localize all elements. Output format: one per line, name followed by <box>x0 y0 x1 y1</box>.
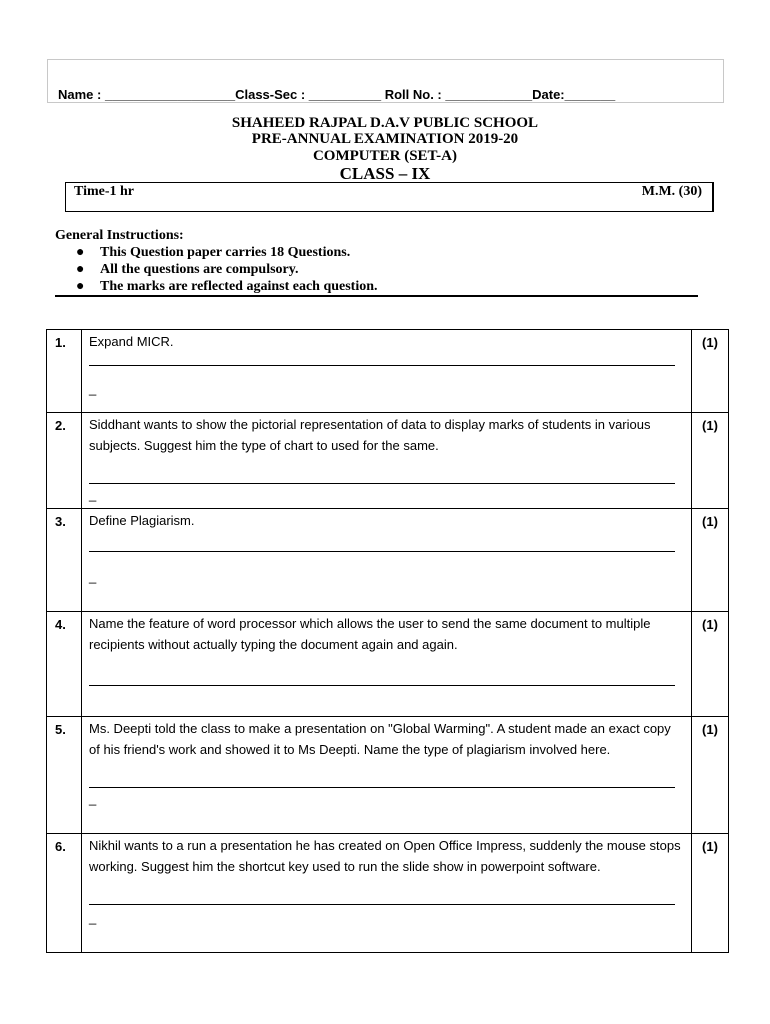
bullet-icon: ● <box>76 262 85 277</box>
question-text: Nikhil wants to a run a presentation he has created on Open Office Impress, suddenly the mouse stops working. Suggest him the shortcut key used to run the slide show in powerpoint software. <box>89 838 681 874</box>
class-title: CLASS – IX <box>339 164 431 183</box>
question-text: Expand MICR. <box>89 334 174 349</box>
question-number: 5. <box>47 717 82 834</box>
answer-line[interactable] <box>89 877 675 905</box>
answer-line[interactable] <box>89 456 675 484</box>
answer-dash: _ <box>89 569 97 584</box>
question-marks: (1) <box>692 413 729 509</box>
question-text: Define Plagiarism. <box>89 513 195 528</box>
question-row <box>47 717 729 834</box>
general-instructions <box>55 227 700 297</box>
question-marks: (1) <box>692 509 729 612</box>
student-details-box <box>47 59 724 103</box>
question-row <box>47 413 729 509</box>
question-row <box>47 834 729 953</box>
time-marks-box <box>65 182 714 212</box>
answer-dash: _ <box>89 791 97 806</box>
answer-line[interactable] <box>89 531 675 552</box>
question-cell <box>82 330 692 413</box>
answer-dash: _ <box>89 910 97 925</box>
questions-table <box>46 329 729 953</box>
max-marks: M.M. (30) <box>641 184 702 199</box>
instruction-item: ● This Question paper carries 18 Questions. <box>76 245 351 260</box>
answer-line[interactable] <box>89 655 675 686</box>
question-cell <box>82 413 692 509</box>
student-details-line: Name : __________________Class-Sec : __________ Roll No. : ____________Date:_______ <box>58 87 616 102</box>
instructions-title: General Instructions: <box>55 228 184 243</box>
question-text: Siddhant wants to show the pictorial representation of data to display marks of students in various subjects. Suggest him the type of chart to used for the same. <box>89 417 651 453</box>
question-number: 3. <box>47 509 82 612</box>
instruction-item: ● The marks are reflected against each question. <box>76 279 378 294</box>
exam-title: PRE-ANNUAL EXAMINATION 2019-20 <box>251 131 519 147</box>
question-number: 6. <box>47 834 82 953</box>
answer-dash: _ <box>89 381 97 396</box>
answer-line[interactable] <box>89 352 675 366</box>
question-cell <box>82 509 692 612</box>
question-marks: (1) <box>692 612 729 717</box>
time-duration: Time-1 hr <box>74 184 135 199</box>
answer-dash <box>89 690 685 704</box>
question-cell <box>82 717 692 834</box>
question-number: 4. <box>47 612 82 717</box>
bullet-icon: ● <box>76 245 85 260</box>
bullet-icon: ● <box>76 279 85 294</box>
question-row <box>47 330 729 413</box>
instruction-item: ● All the questions are compulsory. <box>76 262 299 277</box>
school-name: SHAHEED RAJPAL D.A.V PUBLIC SCHOOL <box>231 115 539 131</box>
question-row <box>47 612 729 717</box>
answer-line[interactable] <box>89 760 675 788</box>
subject-title: COMPUTER (SET-A) <box>312 148 458 164</box>
question-marks: (1) <box>692 717 729 834</box>
answer-dash: _ <box>89 487 97 502</box>
question-row <box>47 509 729 612</box>
question-text: Ms. Deepti told the class to make a presentation on "Global Warming". A student made an exact copy of his friend's work and showed it to Ms Deepti. Name the type of plagiarism involved here. <box>89 721 671 757</box>
question-marks: (1) <box>692 834 729 953</box>
question-number: 2. <box>47 413 82 509</box>
question-cell <box>82 834 692 953</box>
question-cell <box>82 612 692 717</box>
instructions-list <box>55 244 698 297</box>
question-marks: (1) <box>692 330 729 413</box>
question-text: Name the feature of word processor which allows the user to send the same document to multiple recipients without actually typing the document again and again. <box>89 616 651 652</box>
question-number: 1. <box>47 330 82 413</box>
